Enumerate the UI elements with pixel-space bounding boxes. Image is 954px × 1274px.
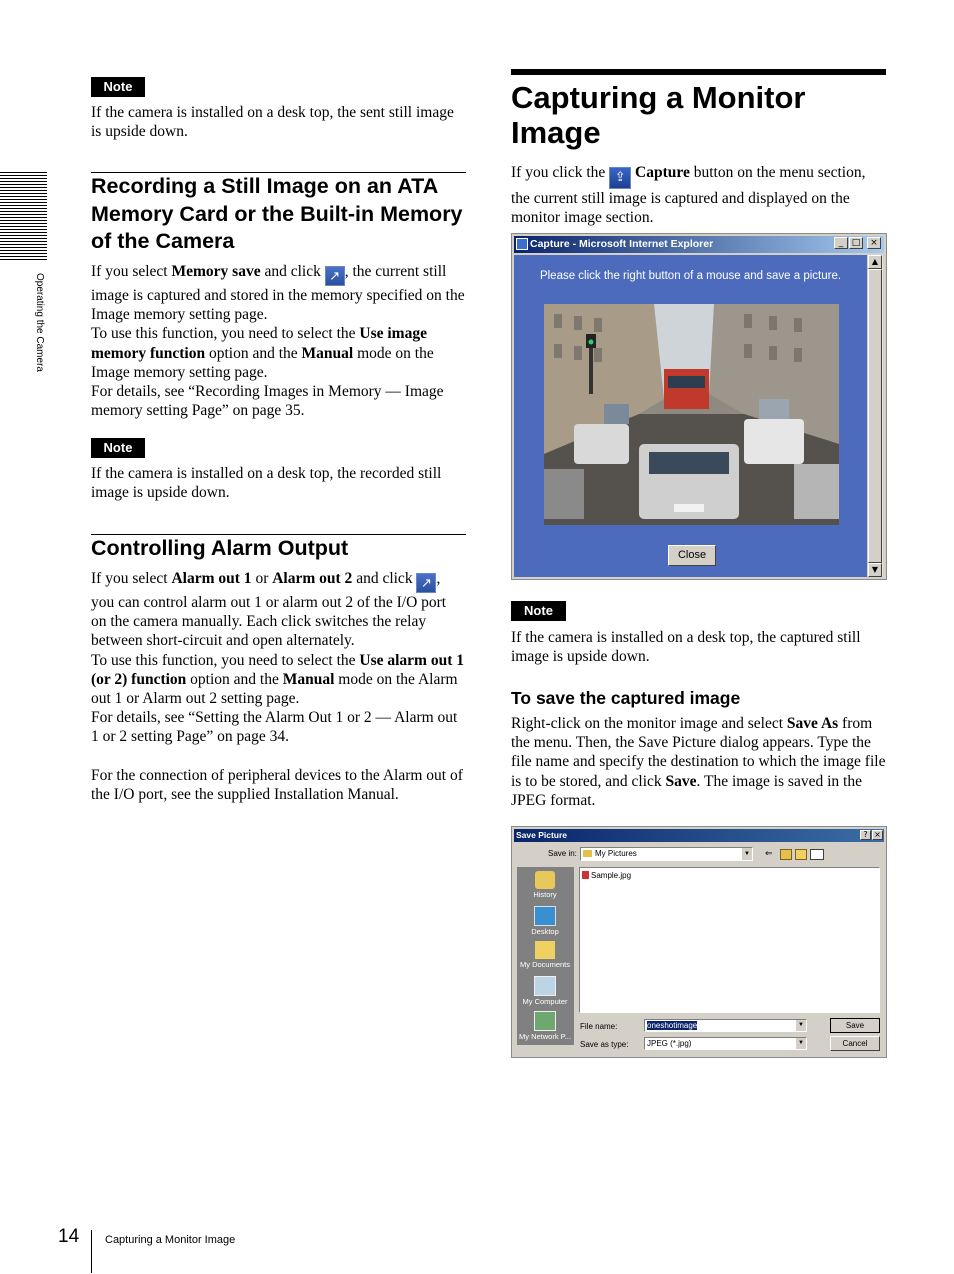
ie-icon [516,238,528,250]
note-label: Note [91,438,145,458]
capture-window-titlebar [514,236,884,253]
cancel-button[interactable]: Cancel [830,1036,880,1051]
captured-street-image [544,304,839,525]
scroll-thumb[interactable] [868,269,882,563]
close-icon[interactable]: × [867,237,881,249]
running-title: Capturing a Monitor Image [105,1234,236,1246]
capture-icon: ⇪ [609,167,631,189]
save-as-type-label: Save as type: [580,1040,629,1049]
chevron-down-icon[interactable]: ▼ [796,1038,806,1049]
my-network-icon [534,1011,556,1031]
new-folder-icon[interactable] [795,849,807,860]
subheading: To save the captured image [511,688,741,708]
memory-save-icon: ↗ [325,266,345,286]
section-heading: Controlling Alarm Output [91,536,349,560]
note-text: If the camera is installed on a desk top, the captured still image is upside down. [511,629,861,666]
alarm-output-icon: ↗ [416,573,436,593]
file-list[interactable] [579,867,880,1013]
places-my-computer[interactable]: My Computer [517,976,573,1006]
chapter-rule [511,69,886,75]
save-button[interactable]: Save [830,1018,880,1033]
paragraph: If you select Memory save and click ↗ , the current still image is captured and stored in the memory specified on the Image memory setting page. [91,263,465,324]
section-heading: Recording a Still Image on an ATA Memory Card or the Built-in Memory of the Camera [91,174,463,253]
note-label: Note [91,77,145,97]
file-name-label: File name: [580,1022,618,1031]
paragraph: For details, see “Setting the Alarm Out 1 or 2 — Alarm out 1 or 2 setting Page” on page 34. [91,709,458,746]
captured-street-image[interactable] [544,304,839,525]
places-my-documents[interactable]: My Documents [517,941,573,969]
side-tab-stripes [0,170,47,260]
my-computer-icon [534,976,556,996]
dialog-titlebar [514,829,884,842]
scroll-up-icon[interactable]: ▲ [868,255,882,269]
section-body [91,262,465,420]
minimize-icon[interactable]: _ [834,237,848,249]
save-in-select[interactable]: My Pictures [580,847,753,861]
page-number: 14 [58,1226,80,1247]
capture-message: Please click the right button of a mouse and save a picture. [539,270,842,282]
chapter-heading: Capturing a Monitor Image [511,80,806,150]
jpg-file-icon [582,871,589,879]
close-button[interactable]: Close [668,545,716,566]
save-instructions: Right-click on the monitor image and select Save As from the menu. Then, the Save Picture dialog appears. Type the file name and specify the destination to which the image file is to be stored, and click Save. The image is saved in the JPEG format. [511,715,886,809]
places-history[interactable]: History [517,871,573,899]
side-tab-label: Operating the Camera [34,273,45,372]
vertical-scrollbar[interactable] [868,255,883,577]
paragraph: If you select Alarm out 1 or Alarm out 2 and click ↗ , you can control alarm out 1 or alarm out 2 of the I/O port on the camera manually. Each click switches the relay between short-circuit and open alternately. [91,570,447,650]
history-icon [535,871,555,889]
save-as-type-select[interactable]: JPEG (*.jpg) [644,1037,807,1050]
paragraph: For details, see “Recording Images in Memory — Image memory setting Page” on page 35. [91,383,444,420]
places-desktop[interactable]: Desktop [517,906,573,936]
paragraph: For the connection of peripheral devices to the Alarm out of the I/O port, see the supplied Installation Manual. [91,766,463,803]
places-my-network[interactable]: My Network P... [517,1011,573,1041]
paragraph: To use this function, you need to select the Use image memory function option and the Manual mode on the Image memory setting page. [91,325,434,381]
note-label: Note [511,601,566,621]
dialog-title: Save Picture [516,830,568,840]
back-icon[interactable]: ⇐ [765,848,773,858]
folder-icon [583,850,592,857]
note-text: If the camera is installed on a desk top, the recorded still image is upside down. [91,465,442,502]
file-item[interactable]: Sample.jpg [582,870,879,881]
section-body [91,569,465,804]
my-documents-icon [535,941,555,959]
scroll-down-icon[interactable]: ▼ [868,563,882,577]
intro-paragraph: If you click the ⇪ Capture button on the menu section, the current still image is captured and displayed on the monitor image section. [511,164,866,227]
places-bar [517,867,574,1045]
file-name-input[interactable]: oneshotimage [644,1019,807,1032]
note-text: If the camera is installed on a desk top, the sent still image is upside down. [91,104,454,141]
save-picture-dialog [511,826,887,1058]
window-title: Capture - Microsoft Internet Explorer [530,238,714,250]
desktop-icon [534,906,556,926]
help-icon[interactable]: ? [860,830,871,840]
chevron-down-icon[interactable]: ▼ [742,848,752,860]
paragraph: To use this function, you need to select the Use alarm out 1 (or 2) function option and the Manual mode on the Alarm out 1 or Alarm out 2 setting page. [91,651,465,708]
chevron-down-icon[interactable]: ▼ [796,1020,806,1031]
up-folder-icon[interactable] [780,849,792,860]
maximize-icon[interactable]: □ [849,237,863,249]
capture-window [511,233,887,580]
close-icon[interactable]: × [872,830,883,840]
view-menu-icon[interactable] [810,849,824,860]
save-in-label: Save in: [548,849,577,858]
footer-divider [91,1230,92,1273]
capture-page [514,255,867,577]
